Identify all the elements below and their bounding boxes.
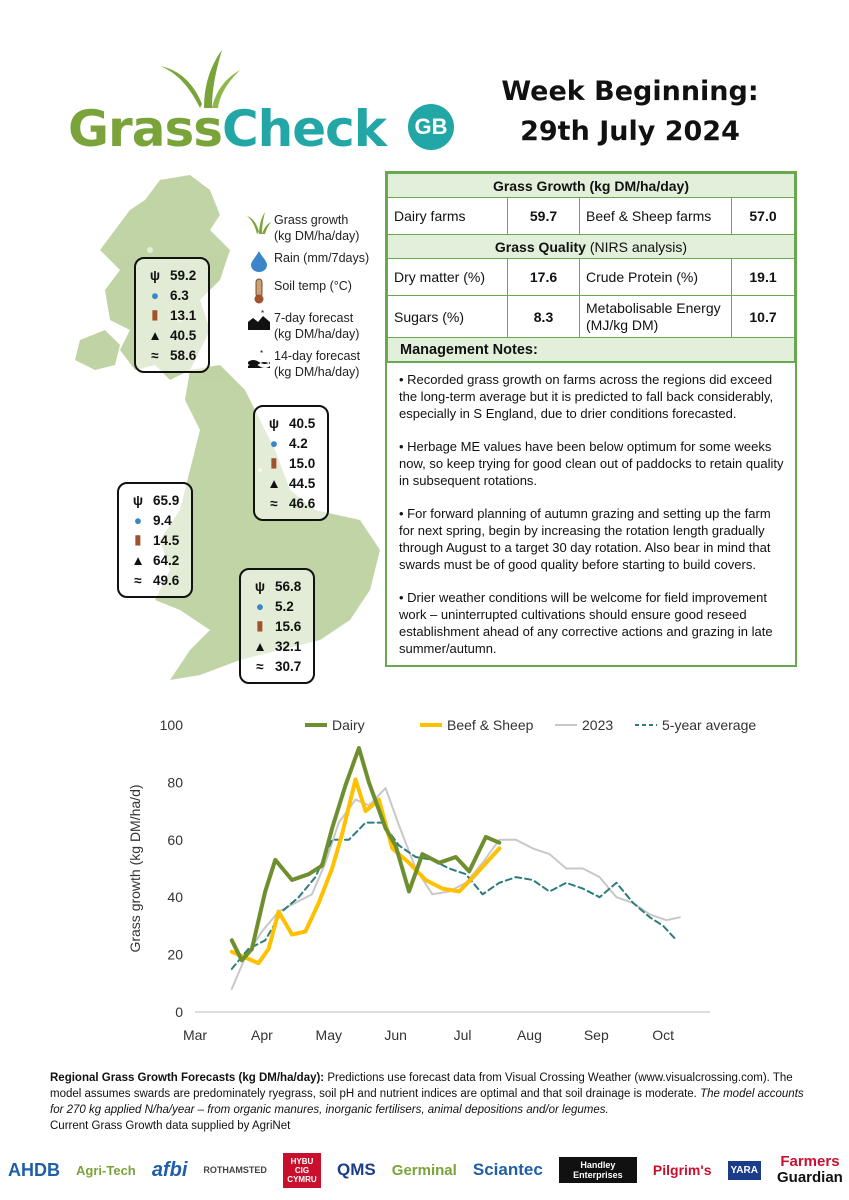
dm-value: 17.6 [508,259,580,296]
region-forecast14: 30.7 [275,658,302,674]
data-panel [385,171,797,667]
logo-handley: Handley Enterprises [559,1157,637,1183]
logo-ahdb: AHDB [8,1159,60,1180]
logo-qms: QMS [337,1160,376,1179]
thermometer-icon: ▮ [270,455,278,470]
legend-14day [244,348,394,380]
grasscheck-logo [60,48,460,158]
legend-label: Dairy [332,717,365,733]
region-temp: 15.6 [275,618,302,634]
footer-notes [50,1070,810,1134]
logo-word-check: Check [221,100,387,158]
forecast-7day-icon: ▲ [253,638,267,654]
grass-icon: ψ [132,492,144,508]
dairy-label: Dairy farms [388,198,508,235]
y-tick-label: 100 [159,717,183,733]
beef-label: Beef & Sheep farms [580,198,732,235]
x-tick-label: Aug [516,1027,542,1043]
series-line-5-year-average [232,823,677,969]
logo-hybu: HYBU CIG CYMRU [283,1153,321,1188]
region-forecast7: 40.5 [170,327,197,343]
sugars-value: 8.3 [508,296,580,338]
map-legend [244,212,394,386]
logo-afbi: afbi [151,1158,188,1181]
series-line-2023 [232,788,680,989]
note-item: • Recorded grass growth on farms across the regions did exceed the long-term average but it is predicted to fall back considerably, especially in S England, due to drier conditions forecasted. [399,372,774,421]
legend-grass-growth-label: Grass growth [274,213,349,227]
cp-label: Crude Protein (%) [580,259,732,296]
legend-7day-label: 7-day forecast [274,311,354,325]
y-tick-label: 80 [167,774,183,791]
raindrop-icon [248,250,270,272]
note-item: • Herbage ME values have been below optimum for some weeks now, so keep trying for good clean out of paddocks to retain quality in subsequent rotations. [399,439,784,488]
note-item: • For forward planning of autumn grazing and setting up the farm for next spring, begin by increasing the rotation length gradually through August to a target 30 day rotation. Also bear in mind that swards must be of good quality before starting to build covers. [399,506,771,572]
thermometer-icon [252,278,266,304]
logo-rothamsted: ROTHAMSTED [203,1165,267,1175]
region-growth: 40.5 [289,415,316,431]
logo-germinal: Germinal [391,1161,457,1179]
region-forecast14: 58.6 [170,347,197,363]
me-value: 10.7 [732,296,795,338]
logo-sciantec: Sciantec [472,1160,543,1179]
week-title: Week Beginning: [501,76,759,107]
grass-icon: ψ [149,267,161,283]
legend-label: 5-year average [662,717,757,733]
x-tick-label: Jun [384,1027,407,1043]
beef-value: 57.0 [732,198,795,235]
sugars-label: Sugars (%) [388,296,508,338]
week-date: 29th July 2024 [520,116,740,147]
week-heading [480,72,780,152]
region-north-england [253,405,329,521]
legend-rain-label: Rain (mm/7days) [274,251,370,265]
quality-header-bold: Grass Quality [494,238,586,255]
region-rain: 5.2 [275,598,294,614]
thermometer-icon: ▮ [151,307,159,322]
y-tick-label: 40 [167,889,183,906]
region-forecast14: 46.6 [289,495,316,511]
logo-farmers: Farmers [780,1153,840,1170]
forecast-7day-icon [248,310,270,330]
quality-header-rest: (NIRS analysis) [585,238,688,255]
forecast-7day-icon: ▲ [267,475,281,491]
x-tick-label: Sep [583,1027,609,1043]
raindrop-icon: ● [269,435,279,451]
forecast-14day-icon: ≈ [151,347,159,363]
footer-source: Current Grass Growth data supplied by AgriNet [50,1120,291,1132]
x-tick-label: Mar [182,1027,208,1043]
region-temp: 13.1 [170,307,197,323]
region-rain: 4.2 [289,435,308,451]
x-tick-label: Apr [250,1027,273,1043]
region-growth: 65.9 [153,492,180,508]
cp-value: 19.1 [732,259,795,296]
region-rain: 9.4 [153,512,172,528]
me-label: Metabolisable Energy (MJ/kg DM) [580,296,732,338]
region-forecast7: 32.1 [275,638,302,654]
logo-yara: YARA [728,1161,761,1180]
x-tick-label: May [315,1027,342,1043]
forecast-14day-icon: ≈ [134,572,142,588]
svg-text:*: * [261,309,265,318]
x-tick-label: Oct [652,1027,675,1043]
legend-7day-unit: (kg DM/ha/day) [274,327,360,341]
series-line-dairy [232,748,500,960]
legend-soil-temp-label: Soil temp (°C) [274,279,352,293]
region-temp: 14.5 [153,532,180,548]
logo-gb-badge: GB [408,104,454,150]
quality-header [388,235,795,259]
raindrop-icon: ● [255,598,265,614]
region-wales [117,482,193,598]
grass-icon: ψ [268,415,280,431]
forecast-14day-icon [248,348,270,368]
y-tick-label: 0 [175,1004,183,1020]
region-rain: 6.3 [170,287,189,303]
logo-agritech: Agri-Tech [76,1162,136,1178]
region-south-england [239,568,315,684]
legend-label: Beef & Sheep [447,717,534,733]
note-item: • Drier weather conditions will be welcome for field improvement work – uninterrupted cultivations should ensure good reseed establishment ahead of any corrective actions and grazing in late summer/autumn. [399,590,773,656]
legend-rain [244,250,394,272]
x-tick-label: Jul [453,1027,472,1043]
forecast-14day-icon: ≈ [256,658,264,674]
raindrop-icon: ● [150,287,160,303]
footer-title: Regional Grass Growth Forecasts (kg DM/ha/day): [50,1072,325,1084]
legend-grass-growth-unit: (kg DM/ha/day) [274,229,360,243]
footer-italic: The model accounts for 270 kg applied N/ha/year – from organic manures, inorganic fertilisers, animal depositions and/or legumes. [50,1088,804,1116]
legend-7day [244,310,394,342]
raindrop-icon: ● [133,512,143,528]
region-forecast7: 64.2 [153,552,180,568]
legend-soil-temp [244,278,394,304]
thermometer-icon: ▮ [134,532,142,547]
svg-text:*: * [260,349,264,358]
legend-14day-unit: (kg DM/ha/day) [274,365,360,379]
logo-guardian: Guardian [777,1169,843,1186]
dm-label: Dry matter (%) [388,259,508,296]
y-axis-title: Grass growth (kg DM/ha/d) [127,784,143,953]
region-scotland [134,257,210,373]
footer-text: Predictions use forecast data from Visual Crossing Weather (www.visualcrossing.com). The model assumes swards are predominately ryegrass, soil pH and nutrient indices are optimal and that soil drainage is moderate. [50,1072,793,1100]
grass-icon [247,212,271,234]
growth-chart [120,710,757,1055]
region-growth: 59.2 [170,267,197,283]
y-tick-label: 60 [167,831,183,848]
logo-pilgrims: Pilgrim's [652,1162,712,1178]
region-forecast7: 44.5 [289,475,316,491]
notes-header: Management Notes: [388,338,795,362]
y-tick-label: 20 [167,946,183,963]
partner-logos [8,1145,843,1195]
logo-word-grass: Grass [68,100,222,158]
legend-label: 2023 [582,717,614,733]
logo-farmers-guardian [777,1154,843,1186]
grass-table [387,173,795,362]
forecast-7day-icon: ▲ [148,327,162,343]
forecast-7day-icon: ▲ [131,552,145,568]
management-notes [387,362,795,665]
region-forecast14: 49.6 [153,572,180,588]
growth-header: Grass Growth (kg DM/ha/day) [388,174,795,198]
grass-icon: ψ [254,578,266,594]
forecast-14day-icon: ≈ [270,495,278,511]
legend-14day-label: 14-day forecast [274,349,361,363]
thermometer-icon: ▮ [256,618,264,633]
legend-grass-growth [244,212,394,244]
dairy-value: 59.7 [508,198,580,235]
region-growth: 56.8 [275,578,302,594]
region-temp: 15.0 [289,455,316,471]
